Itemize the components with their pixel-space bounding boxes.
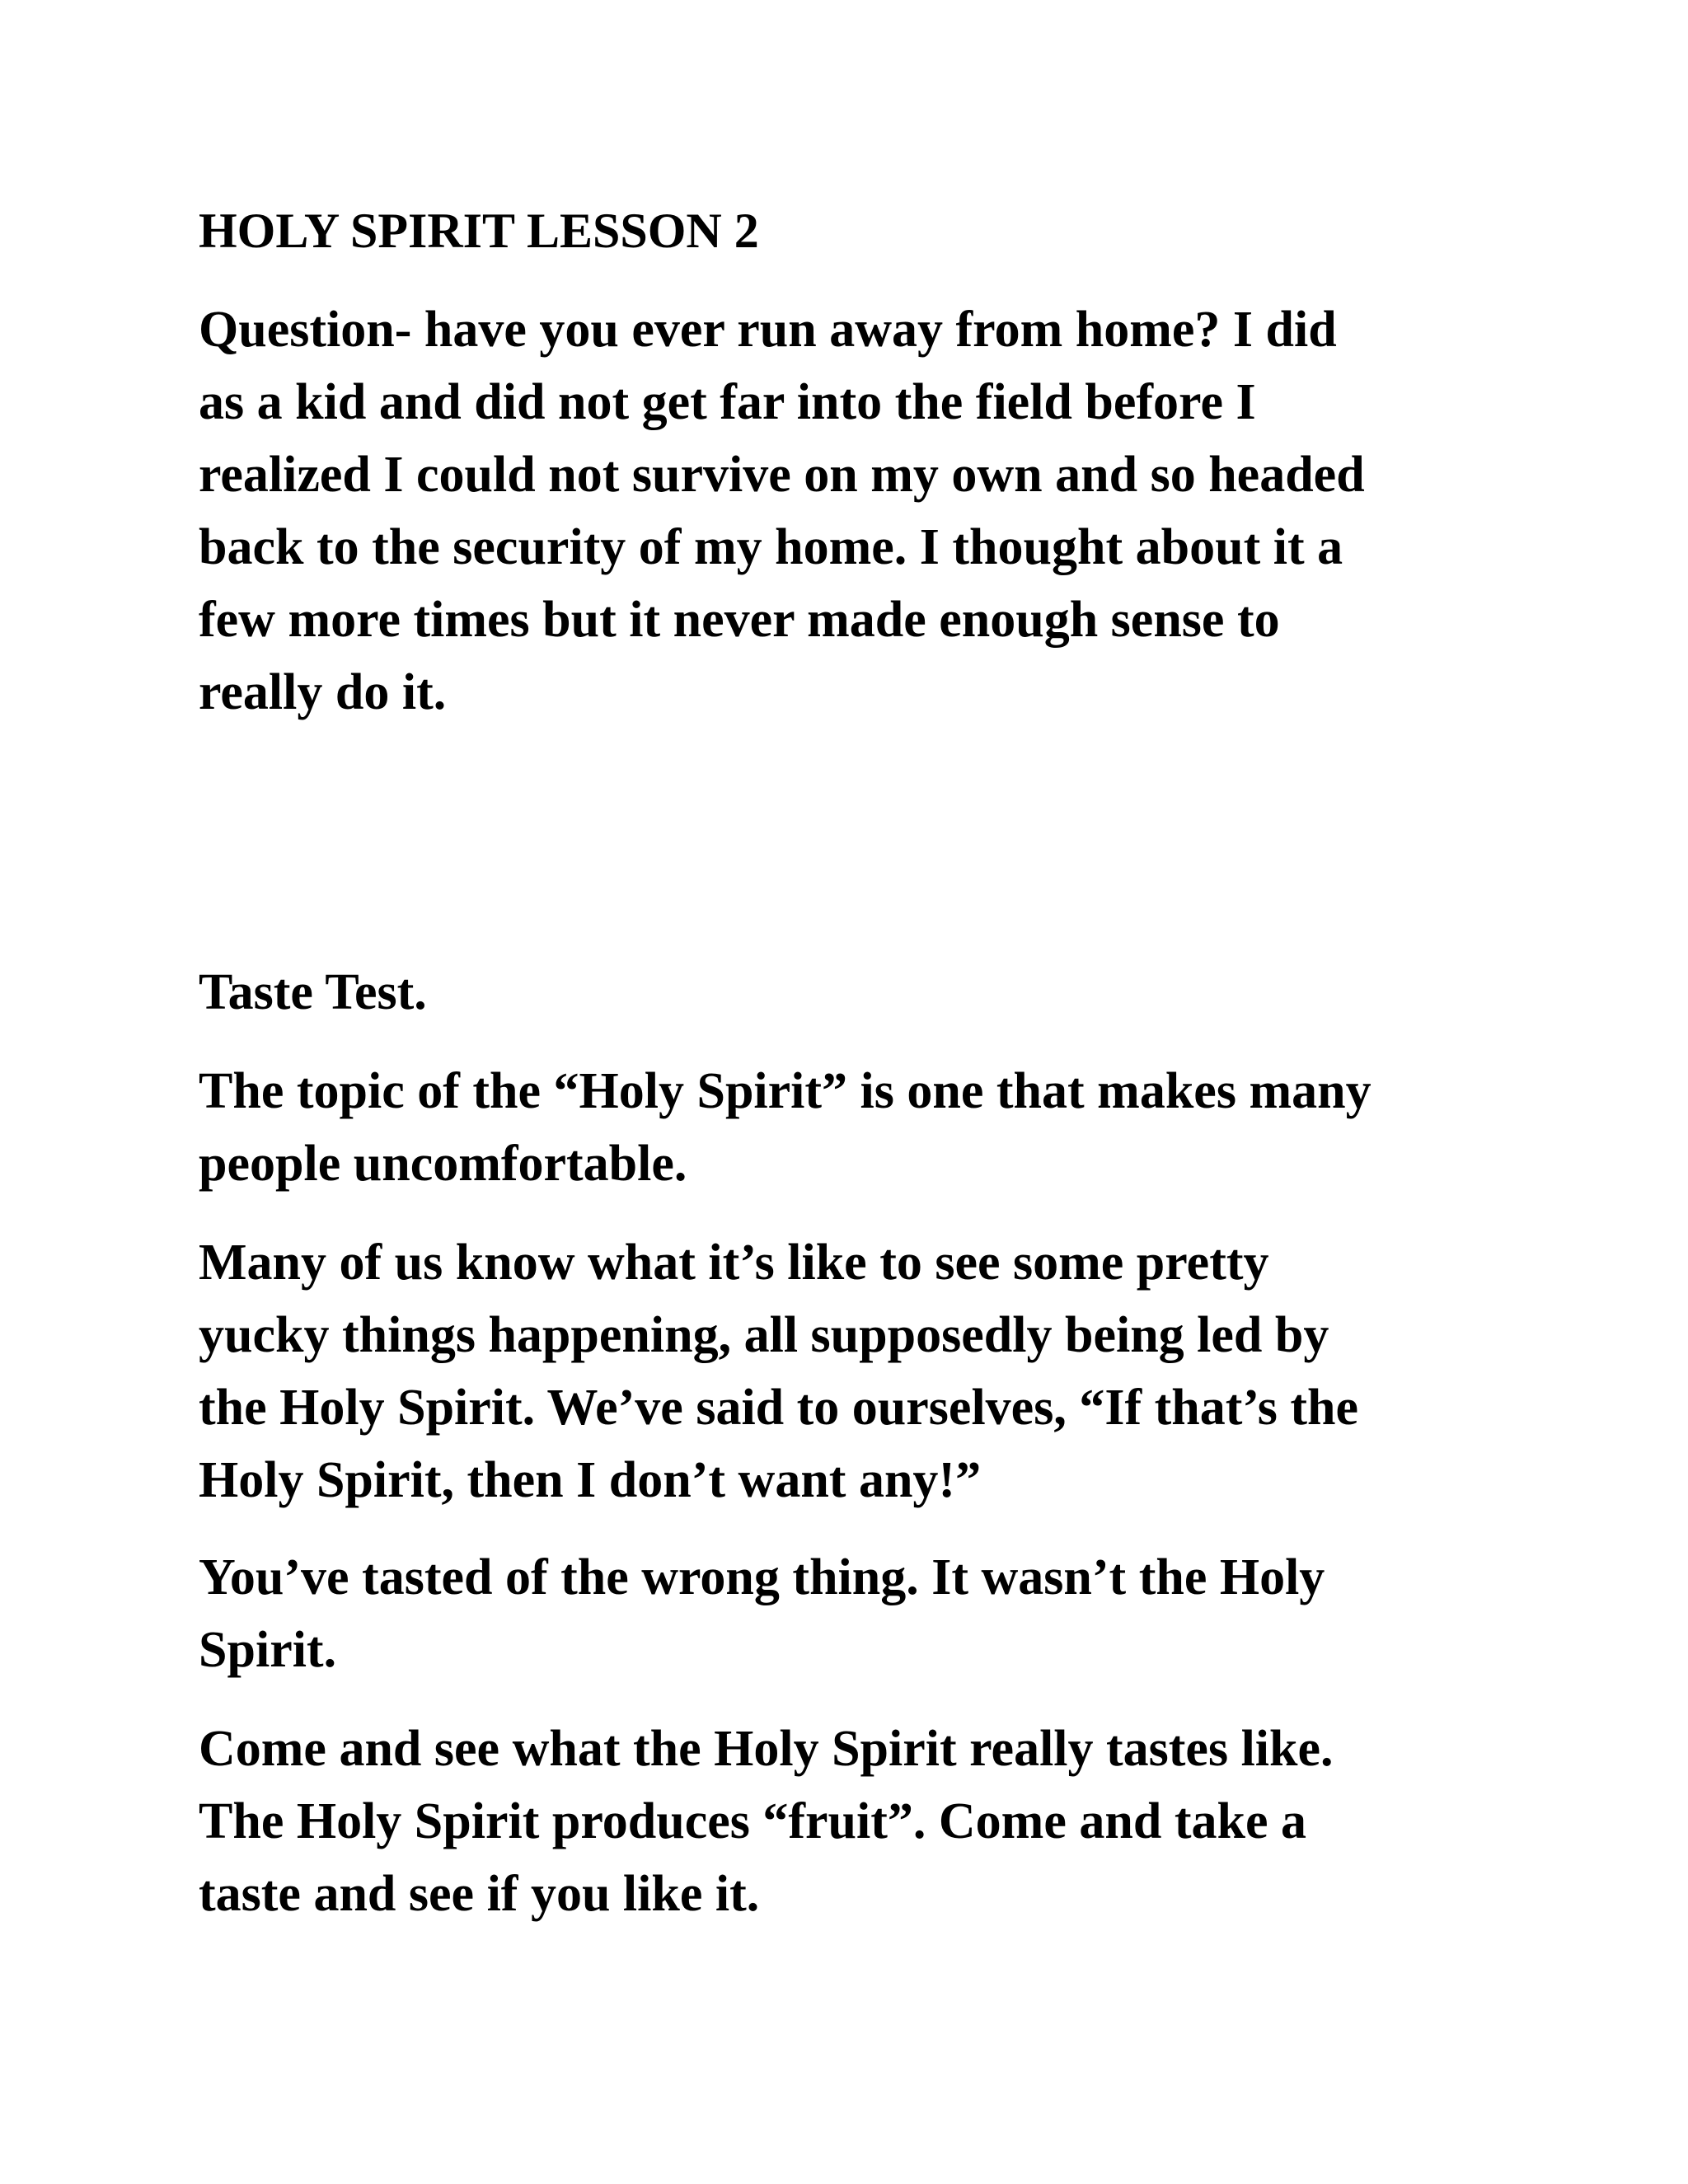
paragraph-wrong-thing: You’ve tasted of the wrong thing. It wasn’t the Holy Spirit. <box>199 1549 1325 1678</box>
paragraph-taste-test-heading: Taste Test. <box>199 964 427 1020</box>
paragraph-many-of-us: Many of us know what it’s like to see some pretty yucky things happening, all supposedly being led by the Holy Spirit. We’ve said to ourselves, “If that’s the Holy Spirit, then I don’t want any!” <box>199 1235 1358 1508</box>
paragraph-question: Question- have you ever run away from home? I did as a kid and did not get far into the field before I realized I could not survive on my own and so headed back to the security of my home. I thought about it a few more times but it never made enough sense to really do it. <box>199 302 1365 720</box>
paragraph-come-and-see: Come and see what the Holy Spirit really tastes like. The Holy Spirit produces “fruit”. Come and take a taste and see if you like it. <box>199 1721 1334 1922</box>
paragraph-topic: The topic of the “Holy Spirit” is one that makes many people uncomfortable. <box>199 1063 1372 1192</box>
lesson-title: HOLY SPIRIT LESSON 2 <box>199 204 759 258</box>
